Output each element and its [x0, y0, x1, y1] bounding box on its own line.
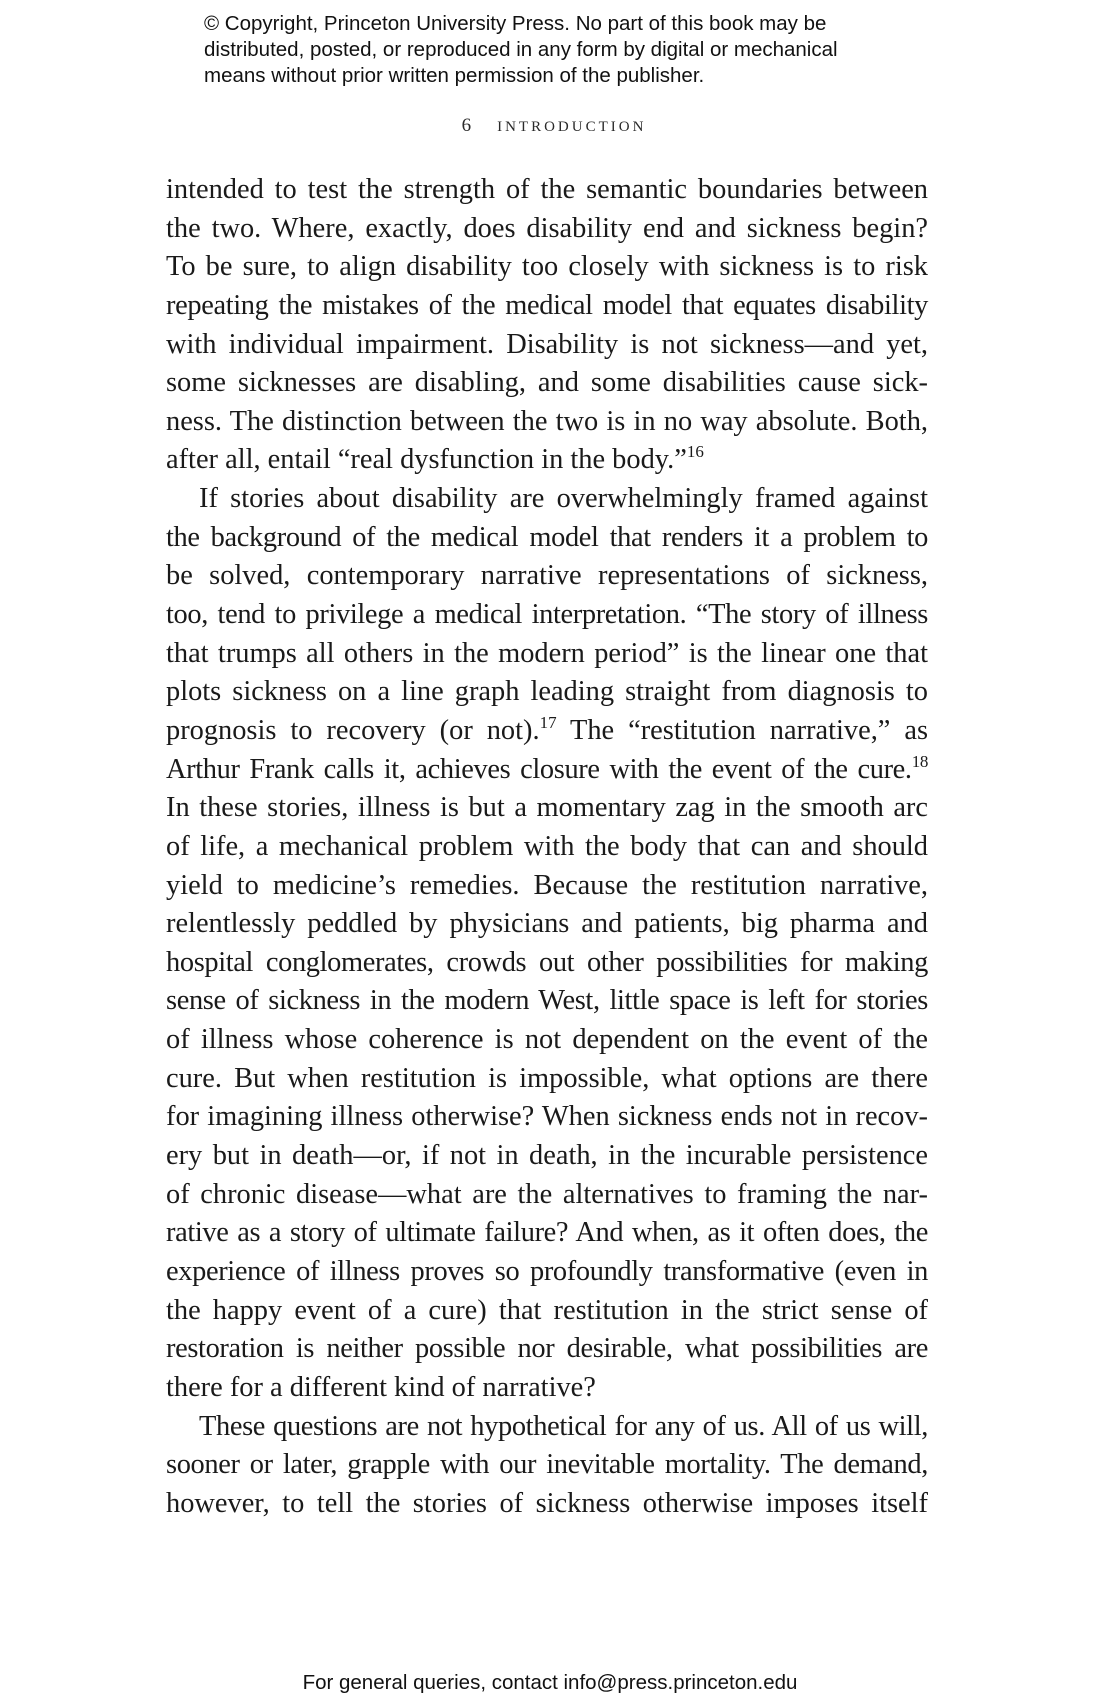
text-line	[166, 751, 928, 790]
section-title: introduction	[497, 111, 647, 136]
text-run: The “restitution narrative,” as	[556, 714, 928, 746]
body-text	[166, 171, 928, 1523]
text-line: ery but in death—or, if not in death, in the incurable persistence	[166, 1140, 928, 1172]
running-head	[0, 111, 1100, 137]
text-line: sense of sickness in the modern West, little space is left for stories	[166, 985, 928, 1017]
paragraph-1	[166, 171, 928, 480]
copyright-notice	[204, 11, 924, 89]
text-line: cure. But when restitution is impossible, what options are there	[166, 1062, 928, 1094]
text-line	[166, 441, 928, 480]
paragraph-2	[166, 480, 928, 1407]
text-line: rative as a story of ultimate failure? And when, as it often does, the	[166, 1217, 928, 1249]
text-line: of illness whose coherence is not dependent on the event of the	[166, 1024, 928, 1056]
paragraph-3	[166, 1408, 928, 1524]
page-number: 6	[461, 115, 472, 136]
text-line: however, to tell the stories of sickness otherwise imposes itself	[166, 1487, 928, 1519]
text-run: after all, entail “real dysfunction in the body.”	[166, 444, 687, 476]
text-line: be solved, contemporary narrative representations of sickness,	[166, 560, 928, 592]
text-line: of life, a mechanical problem with the body that can and should	[166, 830, 928, 862]
text-line: for imagining illness otherwise? When sickness ends not in recov-	[166, 1101, 928, 1133]
text-line: with individual impairment. Disability is not sickness—and yet,	[166, 328, 928, 360]
text-line: sooner or later, grapple with our inevitable mortality. The demand,	[166, 1449, 928, 1481]
footnote-ref-17[interactable]: 17	[539, 712, 557, 732]
text-line: too, tend to privilege a medical interpretation. “The story of illness	[166, 599, 928, 631]
text-line	[166, 712, 928, 751]
copyright-line: distributed, posted, or reproduced in any form by digital or mechanical	[204, 38, 838, 61]
text-line: To be sure, to align disability too closely with sickness is to risk	[166, 251, 928, 283]
footnote-ref-16[interactable]: 16	[686, 442, 704, 462]
text-line: some sicknesses are disabling, and some disabilities cause sick-	[166, 367, 928, 399]
text-line: ness. The distinction between the two is in no way absolute. Both,	[166, 405, 928, 437]
text-line: plots sickness on a line graph leading straight from diagnosis to	[166, 676, 928, 708]
text-run: Arthur Frank calls it, achieves closure with the event of the cure.	[166, 753, 912, 785]
text-line: These questions are not hypothetical for any of us. All of us will,	[199, 1410, 928, 1442]
text-line: If stories about disability are overwhelmingly framed against	[199, 483, 928, 515]
text-line: the two. Where, exactly, does disability end and sickness begin?	[166, 212, 928, 244]
text-line: the background of the medical model that renders it a problem to	[166, 521, 928, 553]
text-line: experience of illness proves so profoundly transformative (even in	[166, 1255, 928, 1287]
text-line: there for a different kind of narrative?	[166, 1371, 596, 1403]
text-line: relentlessly peddled by physicians and patients, big pharma and	[166, 908, 928, 940]
text-line: hospital conglomerates, crowds out other possibilities for making	[166, 946, 928, 978]
footer-contact: For general queries, contact info@press.princeton.edu	[302, 1671, 798, 1694]
text-line: intended to test the strength of the semantic boundaries between	[166, 174, 928, 205]
text-line: repeating the mistakes of the medical model that equates disability	[166, 289, 928, 321]
copyright-line: means without prior written permission of the publisher.	[204, 64, 705, 87]
text-line: the happy event of a cure) that restitution in the strict sense of	[166, 1294, 928, 1326]
text-line: yield to medicine’s remedies. Because the restitution narrative,	[166, 869, 928, 901]
copyright-line: © Copyright, Princeton University Press. No part of this book may be	[204, 12, 827, 35]
text-line: restoration is neither possible nor desirable, what possibilities are	[166, 1333, 928, 1365]
text-line: In these stories, illness is but a momentary zag in the smooth arc	[166, 792, 928, 824]
footnote-ref-18[interactable]: 18	[911, 751, 928, 771]
text-run: prognosis to recovery (or not).	[166, 714, 540, 746]
text-line: that trumps all others in the modern period” is the linear one that	[166, 637, 928, 669]
text-line: of chronic disease—what are the alternatives to framing the nar-	[166, 1178, 928, 1210]
